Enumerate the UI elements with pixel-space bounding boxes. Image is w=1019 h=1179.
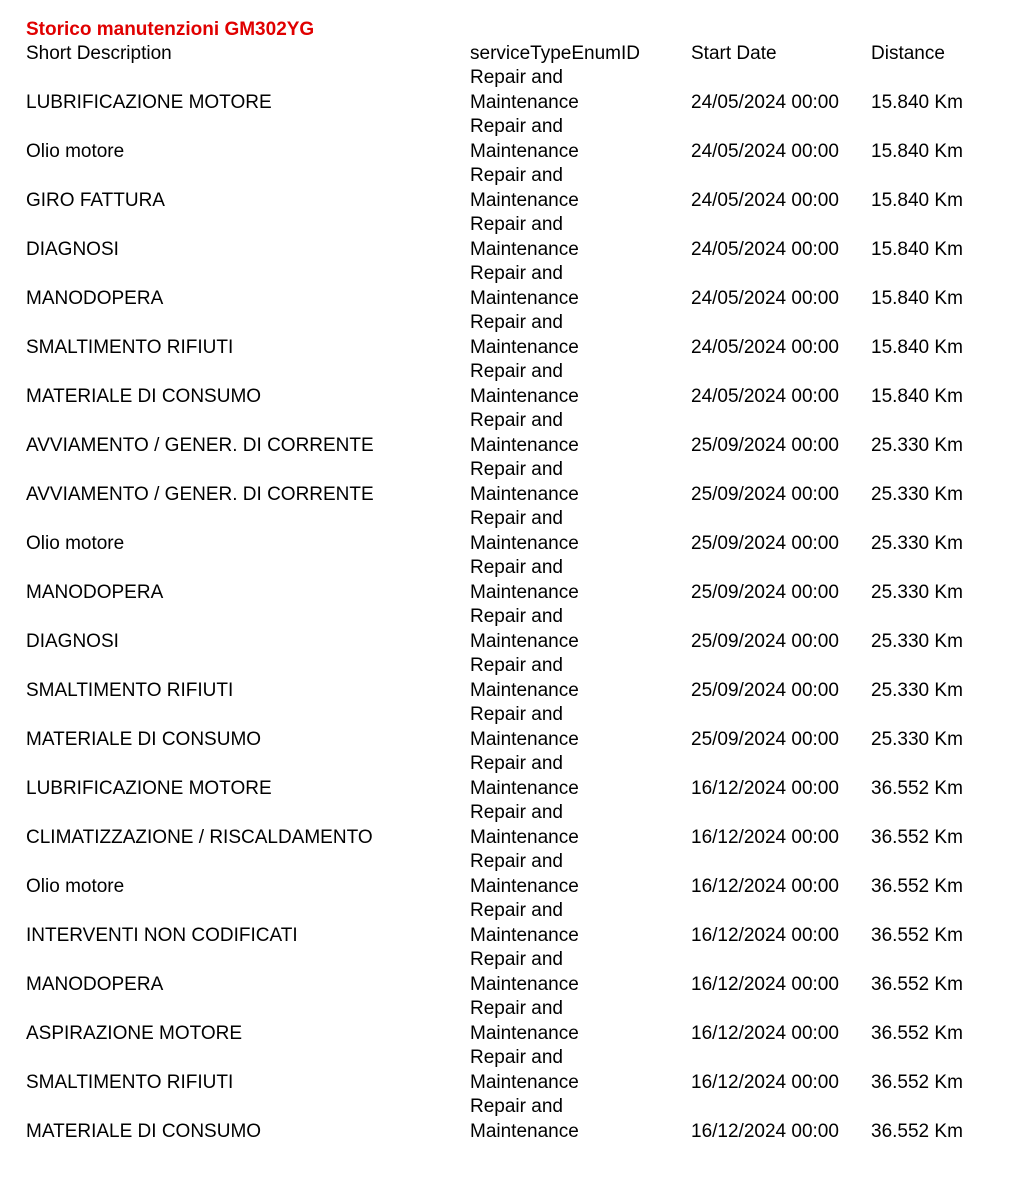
row-distance: 25.330 Km xyxy=(871,434,963,456)
row-service-type-line1: Repair and xyxy=(470,655,563,676)
row-service-type xyxy=(470,458,579,507)
row-start-date: 24/05/2024 00:00 xyxy=(691,91,839,113)
row-start-date: 16/12/2024 00:00 xyxy=(691,1022,839,1044)
row-service-type-line2: Maintenance xyxy=(470,875,579,897)
table-row xyxy=(26,1046,996,1095)
row-service-type xyxy=(470,556,579,605)
table-row xyxy=(26,948,996,997)
column-header-description: Short Description xyxy=(26,43,172,64)
row-service-type-line2: Maintenance xyxy=(470,728,579,750)
row-description: MATERIALE DI CONSUMO xyxy=(26,385,262,407)
row-start-date: 24/05/2024 00:00 xyxy=(691,140,839,162)
row-distance: 36.552 Km xyxy=(871,1071,963,1093)
table-row xyxy=(26,899,996,948)
row-distance: 36.552 Km xyxy=(871,973,963,995)
row-service-type xyxy=(470,752,579,801)
row-distance: 36.552 Km xyxy=(871,777,963,799)
table-row xyxy=(26,66,996,115)
row-description: LUBRIFICAZIONE MOTORE xyxy=(26,777,272,799)
row-service-type-line2: Maintenance xyxy=(470,777,579,799)
row-service-type-line2: Maintenance xyxy=(470,336,579,358)
row-distance: 25.330 Km xyxy=(871,581,963,603)
table-row xyxy=(26,164,996,213)
row-service-type-line2: Maintenance xyxy=(470,1022,579,1044)
column-header-start-date: Start Date xyxy=(691,43,777,64)
row-service-type-line2: Maintenance xyxy=(470,973,579,995)
row-distance: 36.552 Km xyxy=(871,1022,963,1044)
row-service-type-line2: Maintenance xyxy=(470,1071,579,1093)
row-service-type-line1: Repair and xyxy=(470,1096,563,1117)
row-start-date: 16/12/2024 00:00 xyxy=(691,826,839,848)
row-distance: 15.840 Km xyxy=(871,140,963,162)
row-description: Olio motore xyxy=(26,875,125,897)
row-service-type-line1: Repair and xyxy=(470,606,563,627)
row-description: LUBRIFICAZIONE MOTORE xyxy=(26,91,272,113)
row-service-type-line1: Repair and xyxy=(470,802,563,823)
row-service-type xyxy=(470,997,579,1046)
row-service-type-line1: Repair and xyxy=(470,165,563,186)
row-service-type xyxy=(470,1095,579,1144)
row-distance: 36.552 Km xyxy=(871,1120,963,1142)
table-row xyxy=(26,1095,996,1144)
row-description: Olio motore xyxy=(26,140,125,162)
row-description: SMALTIMENTO RIFIUTI xyxy=(26,336,234,358)
row-service-type xyxy=(470,850,579,899)
row-service-type-line2: Maintenance xyxy=(470,140,579,162)
row-service-type-line1: Repair and xyxy=(470,312,563,333)
row-start-date: 16/12/2024 00:00 xyxy=(691,973,839,995)
row-service-type-line1: Repair and xyxy=(470,1047,563,1068)
table-row xyxy=(26,556,996,605)
row-start-date: 16/12/2024 00:00 xyxy=(691,1120,839,1142)
row-service-type xyxy=(470,311,579,360)
row-service-type-line2: Maintenance xyxy=(470,630,579,652)
row-service-type-line2: Maintenance xyxy=(470,1120,579,1142)
row-start-date: 24/05/2024 00:00 xyxy=(691,189,839,211)
row-start-date: 16/12/2024 00:00 xyxy=(691,924,839,946)
row-description: MATERIALE DI CONSUMO xyxy=(26,728,262,750)
row-service-type-line2: Maintenance xyxy=(470,532,579,554)
table-row xyxy=(26,262,996,311)
table-row xyxy=(26,311,996,360)
row-service-type-line1: Repair and xyxy=(470,851,563,872)
table-row xyxy=(26,654,996,703)
row-service-type-line1: Repair and xyxy=(470,998,563,1019)
row-service-type xyxy=(470,360,579,409)
row-service-type-line2: Maintenance xyxy=(470,483,579,505)
row-description: MANODOPERA xyxy=(26,287,164,309)
table-row xyxy=(26,801,996,850)
table-row xyxy=(26,752,996,801)
row-service-type xyxy=(470,66,579,115)
row-service-type-line1: Repair and xyxy=(470,949,563,970)
row-service-type-line2: Maintenance xyxy=(470,287,579,309)
row-start-date: 16/12/2024 00:00 xyxy=(691,875,839,897)
row-service-type-line2: Maintenance xyxy=(470,434,579,456)
table-row xyxy=(26,213,996,262)
row-service-type xyxy=(470,164,579,213)
row-start-date: 25/09/2024 00:00 xyxy=(691,434,839,456)
row-start-date: 25/09/2024 00:00 xyxy=(691,728,839,750)
row-service-type xyxy=(470,262,579,311)
row-service-type-line2: Maintenance xyxy=(470,385,579,407)
row-start-date: 25/09/2024 00:00 xyxy=(691,630,839,652)
row-start-date: 25/09/2024 00:00 xyxy=(691,679,839,701)
row-service-type xyxy=(470,507,579,556)
table-body xyxy=(26,66,996,1144)
row-distance: 15.840 Km xyxy=(871,385,963,407)
row-description: DIAGNOSI xyxy=(26,238,119,260)
row-description: AVVIAMENTO / GENER. DI CORRENTE xyxy=(26,434,374,456)
table-row xyxy=(26,458,996,507)
row-distance: 25.330 Km xyxy=(871,679,963,701)
row-description: MANODOPERA xyxy=(26,973,164,995)
row-start-date: 24/05/2024 00:00 xyxy=(691,287,839,309)
table-row xyxy=(26,850,996,899)
row-service-type-line1: Repair and xyxy=(470,410,563,431)
row-service-type-line2: Maintenance xyxy=(470,826,579,848)
column-header-distance: Distance xyxy=(871,43,945,64)
row-service-type-line1: Repair and xyxy=(470,753,563,774)
report-title: Storico manutenzioni GM302YG xyxy=(26,19,315,40)
row-description: MATERIALE DI CONSUMO xyxy=(26,1120,262,1142)
row-start-date: 25/09/2024 00:00 xyxy=(691,483,839,505)
row-start-date: 24/05/2024 00:00 xyxy=(691,385,839,407)
row-service-type-line1: Repair and xyxy=(470,557,563,578)
table-header xyxy=(26,42,996,66)
maintenance-report xyxy=(26,18,996,1144)
row-start-date: 16/12/2024 00:00 xyxy=(691,1071,839,1093)
row-service-type-line2: Maintenance xyxy=(470,581,579,603)
row-service-type-line2: Maintenance xyxy=(470,91,579,113)
row-distance: 36.552 Km xyxy=(871,826,963,848)
row-start-date: 24/05/2024 00:00 xyxy=(691,336,839,358)
row-distance: 25.330 Km xyxy=(871,532,963,554)
row-service-type-line1: Repair and xyxy=(470,214,563,235)
row-description: CLIMATIZZAZIONE / RISCALDAMENTO xyxy=(26,826,373,848)
row-description: MANODOPERA xyxy=(26,581,164,603)
row-description: Olio motore xyxy=(26,532,125,554)
row-description: INTERVENTI NON CODIFICATI xyxy=(26,924,298,946)
row-distance: 15.840 Km xyxy=(871,287,963,309)
row-start-date: 16/12/2024 00:00 xyxy=(691,777,839,799)
row-description: SMALTIMENTO RIFIUTI xyxy=(26,1071,234,1093)
row-service-type xyxy=(470,605,579,654)
row-distance: 25.330 Km xyxy=(871,483,963,505)
row-description: SMALTIMENTO RIFIUTI xyxy=(26,679,234,701)
row-distance: 36.552 Km xyxy=(871,875,963,897)
row-service-type-line2: Maintenance xyxy=(470,679,579,701)
table-row xyxy=(26,409,996,458)
row-service-type xyxy=(470,409,579,458)
row-service-type xyxy=(470,948,579,997)
row-description: GIRO FATTURA xyxy=(26,189,165,211)
row-service-type xyxy=(470,1046,579,1095)
row-distance: 15.840 Km xyxy=(871,238,963,260)
table-row xyxy=(26,360,996,409)
row-service-type-line1: Repair and xyxy=(470,67,563,88)
row-description: ASPIRAZIONE MOTORE xyxy=(26,1022,243,1044)
row-service-type xyxy=(470,703,579,752)
row-service-type xyxy=(470,801,579,850)
row-service-type xyxy=(470,213,579,262)
table-row xyxy=(26,605,996,654)
row-service-type-line1: Repair and xyxy=(470,263,563,284)
row-description: AVVIAMENTO / GENER. DI CORRENTE xyxy=(26,483,374,505)
row-service-type xyxy=(470,115,579,164)
table-row xyxy=(26,115,996,164)
table-row xyxy=(26,703,996,752)
row-description: DIAGNOSI xyxy=(26,630,119,652)
column-header-service-type: serviceTypeEnumID xyxy=(470,43,641,64)
row-service-type xyxy=(470,899,579,948)
row-distance: 15.840 Km xyxy=(871,91,963,113)
table-row xyxy=(26,997,996,1046)
row-distance: 25.330 Km xyxy=(871,630,963,652)
row-service-type-line1: Repair and xyxy=(470,361,563,382)
row-distance: 36.552 Km xyxy=(871,924,963,946)
row-service-type-line1: Repair and xyxy=(470,704,563,725)
row-service-type-line1: Repair and xyxy=(470,508,563,529)
row-service-type-line2: Maintenance xyxy=(470,189,579,211)
row-start-date: 25/09/2024 00:00 xyxy=(691,532,839,554)
row-service-type-line1: Repair and xyxy=(470,116,563,137)
row-service-type-line1: Repair and xyxy=(470,900,563,921)
row-distance: 25.330 Km xyxy=(871,728,963,750)
row-distance: 15.840 Km xyxy=(871,189,963,211)
row-distance: 15.840 Km xyxy=(871,336,963,358)
row-service-type-line2: Maintenance xyxy=(470,238,579,260)
row-service-type-line2: Maintenance xyxy=(470,924,579,946)
row-start-date: 24/05/2024 00:00 xyxy=(691,238,839,260)
table-row xyxy=(26,507,996,556)
row-start-date: 25/09/2024 00:00 xyxy=(691,581,839,603)
row-service-type xyxy=(470,654,579,703)
row-service-type-line1: Repair and xyxy=(470,459,563,480)
